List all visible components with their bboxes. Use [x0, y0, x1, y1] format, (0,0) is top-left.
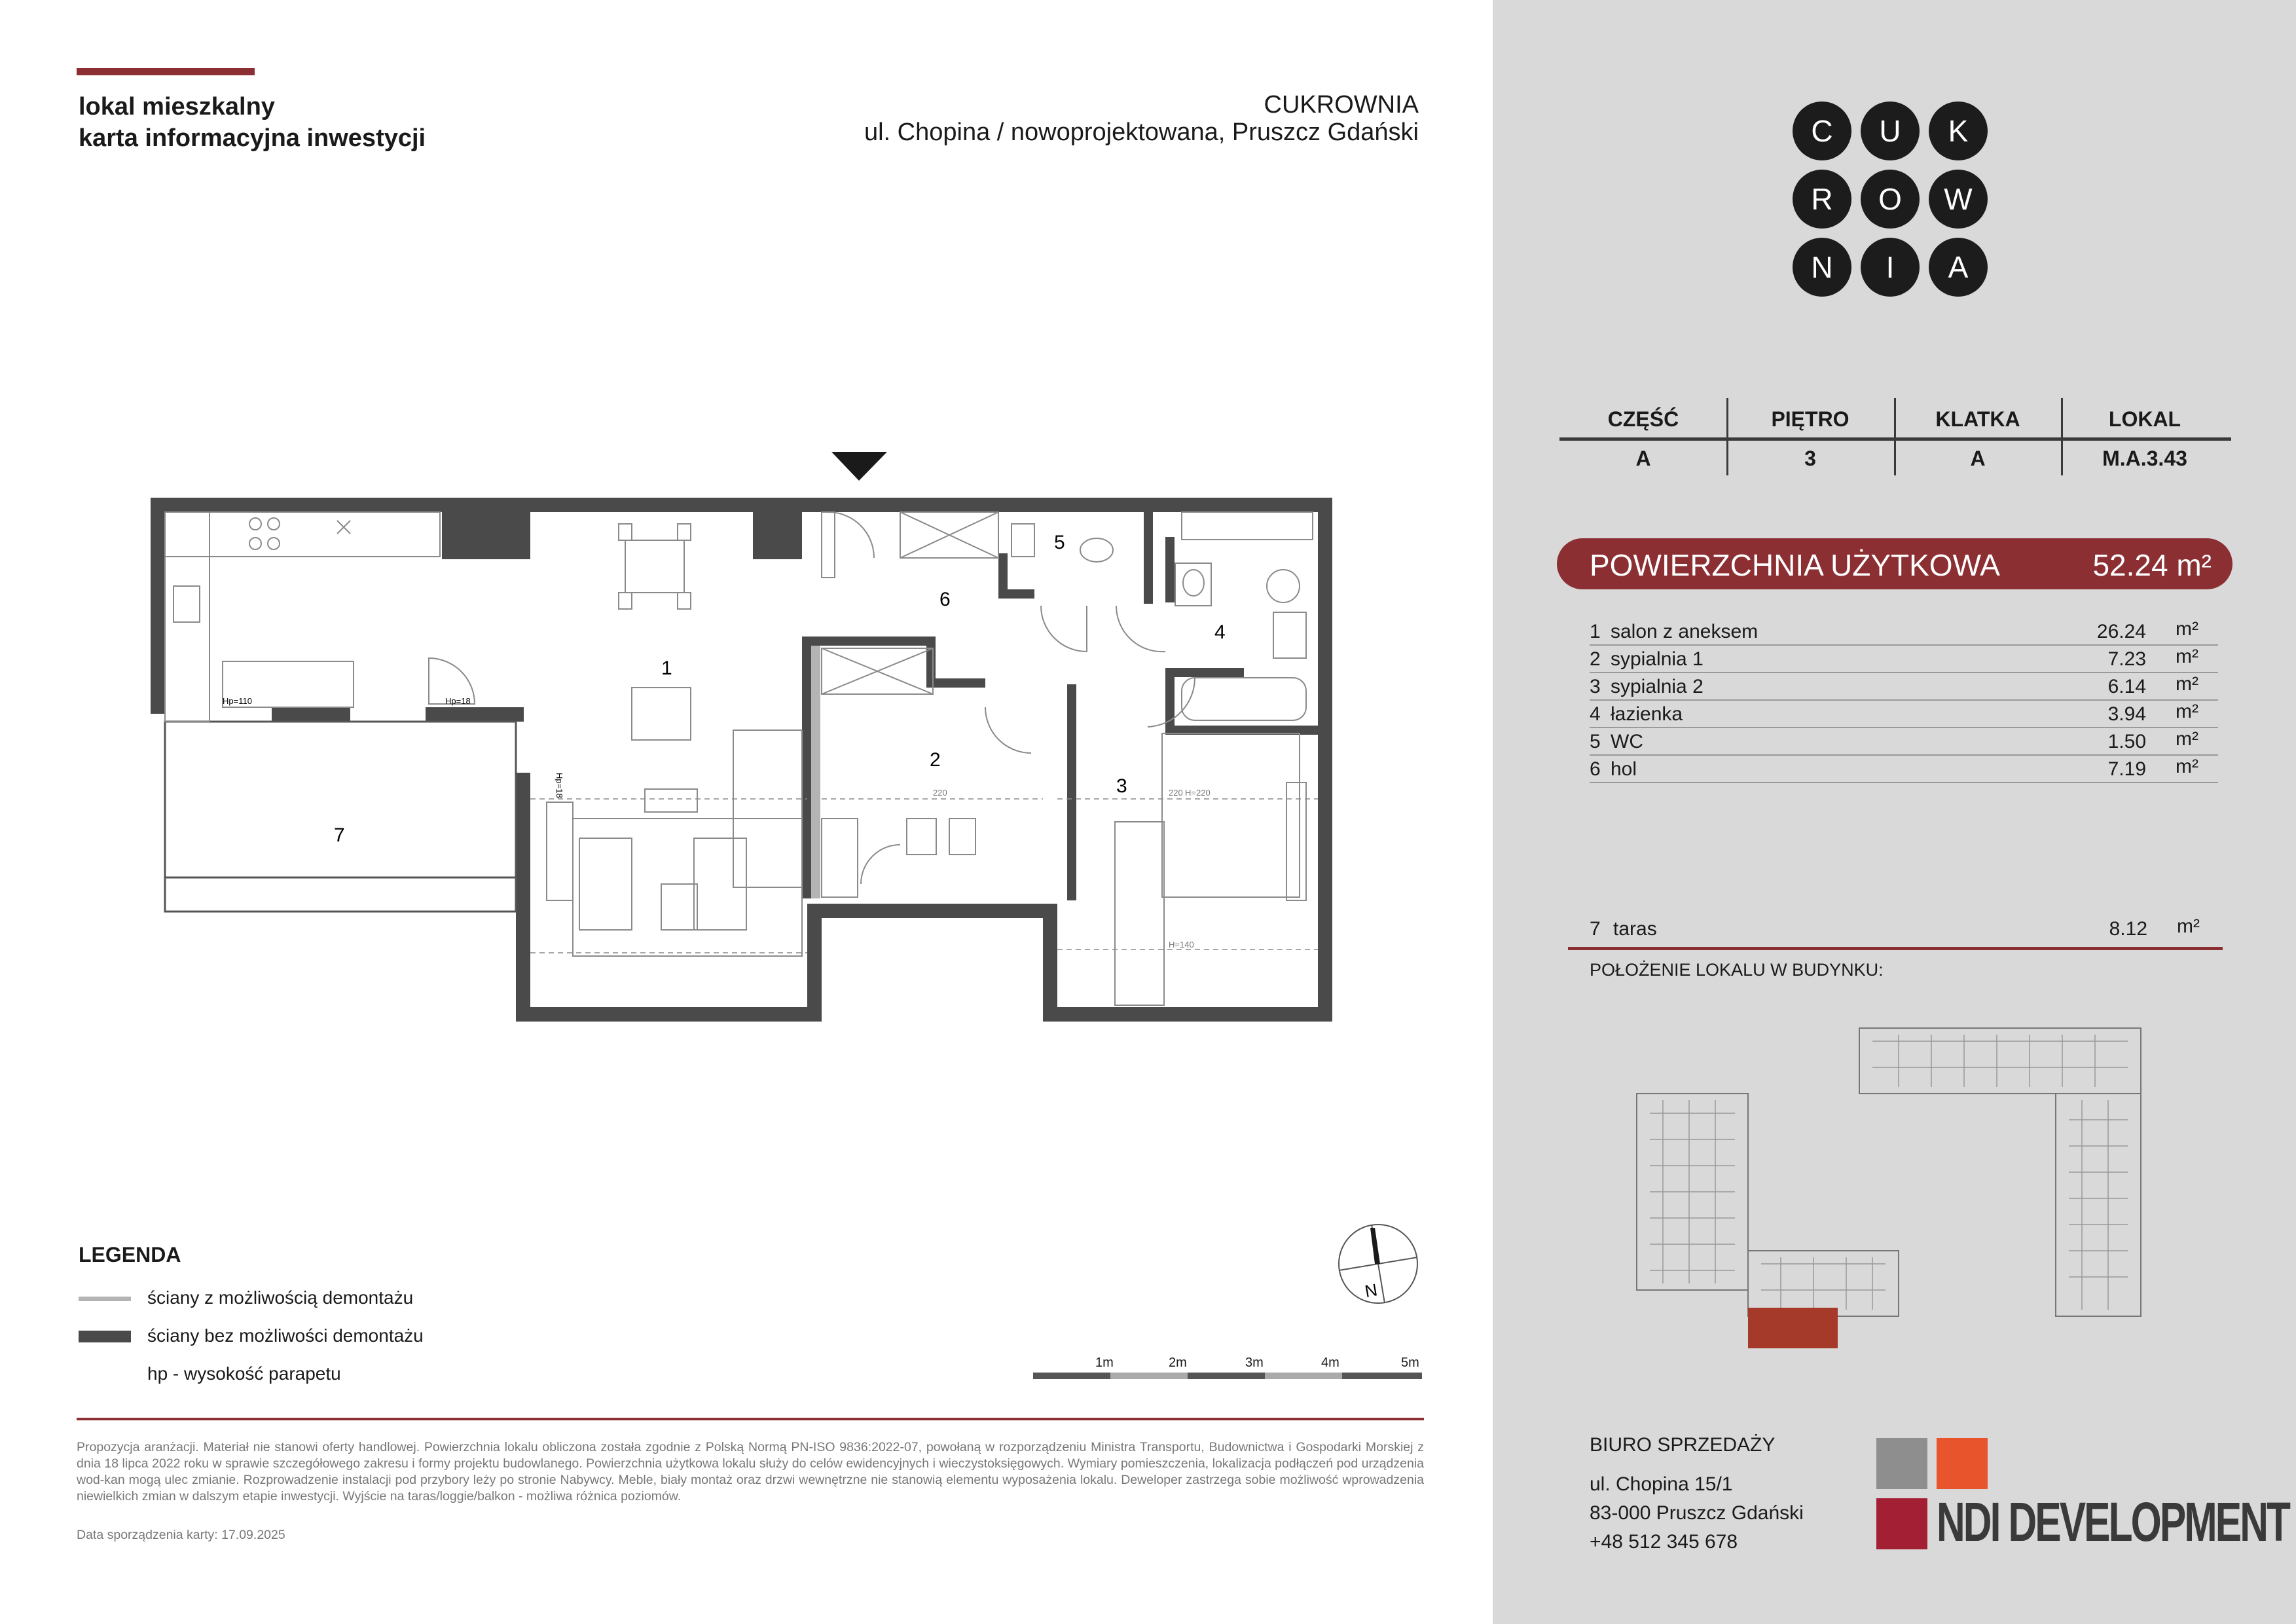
legend-item: hp - wysokość parapetu: [147, 1363, 341, 1384]
unit-info-value-floor: 3: [1804, 447, 1816, 470]
removable-walls: [811, 646, 820, 898]
room-row: [1590, 646, 2218, 673]
logo-letter: O: [1861, 170, 1920, 229]
sales-office-title: BIURO SPRZEDAŻY: [1590, 1434, 1776, 1456]
location-label: POŁOŻENIE LOKALU W BUDYNKU:: [1590, 960, 1884, 980]
logo-letter: R: [1793, 170, 1851, 229]
legend-title: LEGENDA: [79, 1243, 181, 1266]
dimension-label: 220: [1169, 788, 1183, 798]
room-name: sypialnia 2: [1611, 676, 1704, 697]
project-name: CUKROWNIA: [1264, 91, 1419, 119]
room-name: WC: [1611, 731, 1643, 752]
room-number: 1: [661, 657, 672, 679]
unit-info-header-part: CZĘŚĆ: [1607, 407, 1679, 431]
scale-label: 3m: [1245, 1356, 1264, 1370]
disclaimer-rule: [77, 1418, 1424, 1420]
hall-wardrobe: [822, 512, 998, 694]
room-area: 6.14: [2107, 676, 2146, 697]
room-unit: m²: [2176, 701, 2198, 722]
fixed-walls: [151, 498, 1332, 1022]
area-banner: [1557, 538, 2232, 589]
room-unit: m²: [2176, 618, 2198, 640]
room-num: 5: [1590, 731, 1601, 752]
room-unit: m²: [2176, 646, 2198, 667]
room-area: 7.23: [2107, 648, 2146, 670]
room-row: [1590, 728, 2218, 756]
room-name: łazienka: [1611, 703, 1683, 725]
disclaimer-text: Propozycja aranżacji. Materiał nie stanowi oferty handlowej. Powierzchnia lokalu obliczona została zgodnie z Polską Normą PN-ISO 9836:2022-07, powołaną w rozporządzeniu Ministra Transportu, Budownictwa i Gospodarki Morskiej z dnia 18 lipca 2022 roku w sprawie szczegółowego zakresu i formy projektu budowlanego. Powierzchnia użytkowa lokalu służy do celów ewidencyjnych i wieczystoksięgowych. Wymiary pomieszczenia, lokalizacja podłączeń pod urządzenia wod-kan mogą ulec zmianie. Rozprowadzenie instalacji pod przybory leży po stronie Nabywcy. Meble, biały montaż oraz drzwi wewnętrzne nie stanowią elementu wyposażenia lokalu. Deweloper zastrzega sobie możliwość wprowadzenia niewielkich zmian w dalszym etapie inwestycji. Wyjście na taras/loggie/balkon - możliwa różnica poziomów.: [77, 1440, 1424, 1504]
map-highlight-unit: [1748, 1308, 1838, 1348]
room-unit: m²: [2176, 728, 2198, 750]
scale-bar: [1033, 1356, 1422, 1382]
unit-info-value-part: A: [1635, 447, 1651, 470]
dimension-lines: [530, 799, 1318, 953]
terrace-rule: [1568, 947, 2223, 950]
logo-letter: I: [1861, 238, 1920, 297]
terrace-row: [1590, 915, 2219, 943]
terrace-unit: m²: [2177, 915, 2200, 937]
cukrownia-logo: [1793, 101, 1989, 298]
accent-bar: [77, 68, 255, 75]
unit-info-header-floor: PIĘTRO: [1771, 407, 1850, 431]
legend-item: ściany z możliwością demontażu: [147, 1287, 414, 1308]
map-bottom-wing: [1748, 1251, 1899, 1316]
logo-square-orange: [1937, 1438, 1988, 1489]
logo-letter: K: [1929, 101, 1988, 160]
room-unit: m²: [2176, 673, 2198, 695]
floor-plan: [147, 452, 1339, 1028]
kitchen-furniture: [165, 512, 440, 722]
legend-swatch-removable: [79, 1297, 131, 1301]
logo-letter: C: [1793, 101, 1851, 160]
sales-office-street: ul. Chopina 15/1: [1590, 1473, 1733, 1495]
compass-icon: [1329, 1218, 1427, 1316]
room-number: 2: [930, 749, 941, 771]
parapet-label: Hp=18: [445, 696, 471, 706]
logo-square-gray: [1876, 1438, 1927, 1489]
room-row: [1590, 756, 2218, 783]
terrace-num: 7: [1590, 918, 1601, 940]
sales-office-city: 83-000 Pruszcz Gdański: [1590, 1502, 1804, 1524]
terrace-outline: [165, 722, 516, 912]
project-address: ul. Chopina / nowoprojektowana, Pruszcz Gdański: [864, 119, 1419, 146]
scale-label: 1m: [1095, 1356, 1114, 1370]
row-rule: [1590, 782, 2218, 783]
scale-label: 4m: [1321, 1356, 1339, 1370]
parapet-label: Hp=18: [555, 773, 564, 798]
sales-office-phone: +48 512 345 678: [1590, 1531, 1738, 1553]
room-row: [1590, 673, 2218, 701]
room-num: 1: [1590, 621, 1601, 642]
area-value: 52.24 m²: [2092, 548, 2212, 582]
room-number: 6: [939, 589, 951, 610]
scale-label: 5m: [1401, 1356, 1419, 1370]
building-location-map: [1624, 1015, 2160, 1356]
document-title-line2: karta informacyjna inwestycji: [79, 124, 426, 152]
logo-square-red: [1876, 1498, 1927, 1549]
room-num: 6: [1590, 758, 1601, 780]
ndi-development-logo: [1876, 1438, 2289, 1553]
room-row: [1590, 618, 2218, 646]
logo-letter: W: [1929, 170, 1988, 229]
room-area: 26.24: [2096, 621, 2146, 642]
room-number: 4: [1214, 621, 1226, 643]
document-title-line1: lokal mieszkalny: [79, 93, 275, 120]
room-area: 3.94: [2107, 703, 2146, 725]
dimension-label: 220: [933, 788, 947, 798]
room-num: 4: [1590, 703, 1601, 725]
room-area: 7.19: [2107, 758, 2146, 780]
map-right-wing: [2056, 1094, 2141, 1316]
dimension-label: H=140: [1169, 940, 1194, 950]
map-top-wing: [1859, 1028, 2141, 1094]
room-name: sypialnia 1: [1611, 648, 1704, 670]
legend-item: ściany bez możliwości demontażu: [147, 1325, 424, 1346]
dimension-label: H=220: [1185, 788, 1211, 798]
logo-letter: N: [1793, 238, 1851, 297]
legend-swatch-fixed: [79, 1331, 131, 1342]
room-row: [1590, 701, 2218, 728]
room-number: 7: [334, 824, 345, 846]
unit-info-value-stair: A: [1970, 447, 1986, 470]
room-name: salon z aneksem: [1611, 621, 1758, 642]
unit-info-header-stair: KLATKA: [1935, 407, 2020, 431]
bedroom1-furniture: [822, 819, 975, 897]
room-name: hol: [1611, 758, 1637, 780]
logo-letter: U: [1861, 101, 1920, 160]
bedroom2-furniture: [1115, 733, 1306, 1005]
card-date: Data sporządzenia karty: 17.09.2025: [77, 1528, 285, 1542]
entrance-arrow: [831, 452, 887, 481]
logo-letter: A: [1929, 238, 1988, 297]
room-number: 3: [1116, 775, 1127, 797]
terrace-area: 8.12: [2109, 918, 2147, 940]
room-unit: m²: [2176, 756, 2198, 777]
unit-info-value-unit: M.A.3.43: [2102, 447, 2187, 470]
living-furniture: [547, 524, 802, 956]
terrace-name: taras: [1613, 918, 1657, 940]
scale-label: 2m: [1169, 1356, 1187, 1370]
room-num: 3: [1590, 676, 1601, 697]
parapet-label: Hp=110: [223, 696, 252, 706]
compass-label: N: [1363, 1280, 1379, 1302]
room-num: 2: [1590, 648, 1601, 670]
unit-info-header-unit: LOKAL: [2108, 407, 2181, 431]
developer-name: NDI DEVELOPMENT: [1937, 1491, 2289, 1553]
area-label: POWIERZCHNIA UŻYTKOWA: [1590, 548, 2000, 582]
room-area: 1.50: [2107, 731, 2146, 752]
room-number: 5: [1054, 532, 1065, 553]
